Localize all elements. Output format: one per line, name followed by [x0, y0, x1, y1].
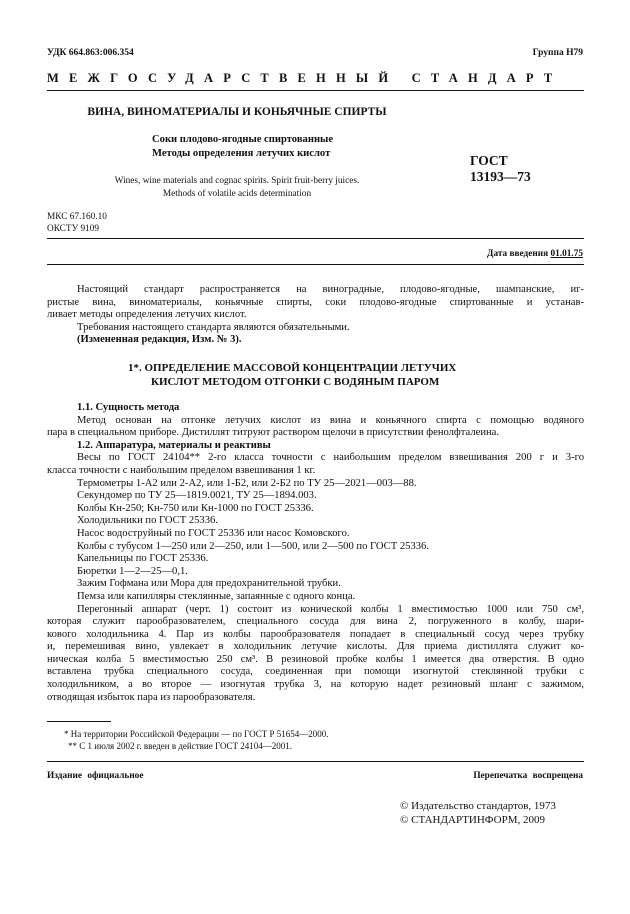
method-line: Метод основан на отгонке летучих кислот из вина и коньячного спирта с помощью водяного — [77, 414, 584, 426]
equipment-item: Пемза или капилляры стеклянные, запаянные с одного конца. — [77, 590, 356, 602]
apparatus-line: вставлена трубка специального сосуда, соединенная при помощи изогнутой стеклянной трубки с — [47, 666, 584, 678]
subtitle-2: Методы определения летучих кислот — [152, 148, 331, 159]
page-title: ВИНА, ВИНОМАТЕРИАЛЫ И КОНЬЯЧНЫЕ СПИРТЫ — [87, 106, 387, 118]
intro-line: Настоящий стандарт распространяется на виноградные, плодово-ягодные, шампанские, иг- — [77, 284, 584, 295]
equipment-item: Колбы Кн-250; Кн-750 или Кн-1000 по ГОСТ 25336. — [77, 502, 314, 514]
equipment-item: Термометры 1-А2 или 2-А2, или 1-Б2, или 2-Б2 по ТУ 25—2021—003—88. — [77, 477, 417, 489]
edition-label: Издание официальное — [47, 771, 144, 781]
header-rule — [47, 90, 584, 91]
equipment-item: Колбы с тубусом 1—250 или 2—250, или 1—500, или 2—500 по ГОСТ 25336. — [77, 540, 429, 552]
amendment-note: (Измененная редакция, Изм. № 3). — [77, 334, 242, 346]
equipment-item: Капельницы по ГОСТ 25336. — [77, 553, 209, 565]
intro-date-value: 01.01.75 — [550, 249, 583, 259]
intro-date-label: Дата введения — [487, 249, 549, 259]
intro-paragraph — [47, 284, 584, 347]
gost-number: 13193—73 — [470, 169, 531, 184]
footnote-rule — [47, 721, 111, 722]
mks-code: МКС 67.160.10 — [47, 212, 107, 222]
copyright-1: © Издательство стандартов, 1973 — [400, 800, 556, 812]
apparatus-line: отводящая избыток пара из парообразователя. — [47, 691, 256, 703]
standard-banner: МЕЖГОСУДАРСТВЕННЫЙ СТАНДАРТ — [47, 71, 563, 85]
apparatus-line: ническая колба 5 вместимостью 250 см³. В резиновой пробке колбы 1 имеется два отверстия. В одно — [47, 653, 584, 665]
apparatus-line: кового холодильника 4. Пар из колбы парообразователя попадает в специальный сосуд через трубку — [47, 628, 584, 640]
intro-requirements: Требования настоящего стандарта являются обязательными. — [77, 321, 350, 333]
equipment-item: Холодильники по ГОСТ 25336. — [77, 515, 218, 527]
footnote-2: ** С 1 июля 2002 г. введен в действие ГОСТ 24104—2001. — [68, 741, 293, 751]
copyright-2: © СТАНДАРТИНФОРМ, 2009 — [400, 814, 545, 826]
apparatus-line: которая служит парообразователем, специального сосуда для вина 2, погруженного в колбу, шари- — [47, 616, 584, 628]
equipment-item: Зажим Гофмана или Мора для предохранительной трубки. — [77, 578, 341, 590]
subsection-1-1-title: 1.1. Сущность метода — [77, 402, 180, 413]
date-rule — [47, 264, 584, 265]
intro-line: ристые вина, виноматериалы, коньячные спирты, соки плодово-ягодные спиртованные и устанав- — [47, 296, 584, 308]
english-title-1: Wines, wine materials and cognac spirits. Spirit fruit-berry juices. — [114, 176, 360, 186]
section-1-heading-line-1: 1*. ОПРЕДЕЛЕНИЕ МАССОВОЙ КОНЦЕНТРАЦИИ ЛЕТУЧИХ — [128, 362, 457, 374]
section-1-body — [47, 402, 584, 704]
group-code: Группа Н79 — [532, 48, 583, 58]
subsection-1-2-title: 1.2. Аппаратура, материалы и реактивы — [77, 439, 271, 451]
footer-rule — [47, 761, 584, 762]
intro-line: ливает методы определения летучих кислот. — [47, 309, 247, 321]
equipment-item: Секундомер по ТУ 25—1819.0021, ТУ 25—1894.003. — [77, 490, 317, 502]
intro-date — [487, 249, 583, 259]
okstu-code: ОКСТУ 9109 — [47, 224, 100, 234]
equipment-item: Бюретки 1—2—25—0,1. — [77, 565, 188, 577]
apparatus-line: Перегонный аппарат (черт. 1) состоит из конической колбы 1 вместимостью 1000 или 750 см³, — [77, 603, 584, 615]
gost-label: ГОСТ — [470, 153, 508, 168]
apparatus-line: и, перемешивая вино, увлекает в холодильник летучие кислоты. Для приема дистиллята служит ко- — [47, 641, 584, 653]
udk-code: УДК 664.863:006.354 — [47, 48, 134, 58]
weights-line: Весы по ГОСТ 24104** 2-го класса точности с наибольшим пределом взвешивания 200 г и 3-го — [77, 452, 584, 464]
method-line: пара в специальном приборе. Дистиллят титруют раствором щелочи в присутствии фенолфталеина. — [47, 427, 500, 439]
weights-line: класса точности с наибольшим пределом взвешивания 1 кг. — [47, 464, 316, 476]
reprint-notice: Перепечатка воспрещена — [473, 771, 583, 781]
section-1-heading-line-2: КИСЛОТ МЕТОДОМ ОТГОНКИ С ВОДЯНЫМ ПАРОМ — [151, 376, 440, 388]
codes-rule — [47, 238, 584, 239]
equipment-item: Насос водоструйный по ГОСТ 25336 или насос Комовского. — [77, 527, 350, 539]
english-title-2: Methods of volatile acids determination — [162, 189, 312, 199]
footnote-1: * На территории Российской Федерации — по ГОСТ Р 51654—2000. — [64, 729, 329, 739]
apparatus-line: холодильником, а во второе — изогнутая трубка 3, на которую надет резиновый шланг с зажимом, — [47, 679, 584, 691]
subtitle-1: Соки плодово-ягодные спиртованные — [152, 134, 334, 145]
